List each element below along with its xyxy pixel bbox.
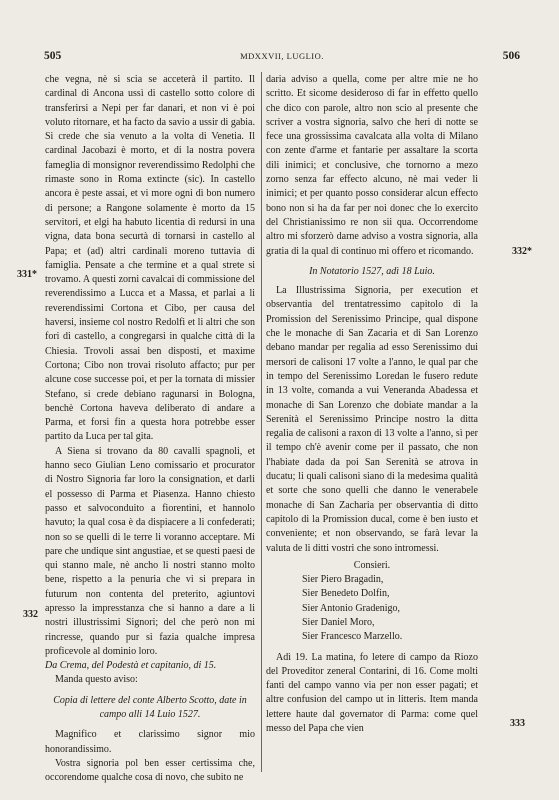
left-column [45, 73, 255, 786]
page-number-right: 506 [502, 50, 520, 62]
dispatch-heading-crema [45, 659, 255, 673]
dispatch-heading-text: Da Crema, del Podestà et capitanio, di 15. [45, 660, 217, 672]
left-paragraph-3: Magnifico et clarissimo signor mio honorandissimo. [45, 729, 255, 755]
margin-number-333: 333 [510, 718, 525, 729]
dispatch-intro: Manda questo aviso: [55, 674, 138, 686]
page-number-left: 505 [44, 50, 62, 62]
margin-number-331: 331* [17, 269, 37, 280]
margin-number-332-left: 332 [23, 609, 38, 620]
right-column [266, 73, 478, 736]
right-paragraph-3: Adì 19. La matina, fo letere di campo da Riozo del Proveditor zeneral Contarini, di 16. Come molti fanti del campo vanno via per non esser pagati; et altre confusion del campo ut in litteris. Item manda lettere haute dal governator di Parma: come quel messo del Papa che vien [266, 651, 478, 735]
letter-copy-title: Copia di lettere del conte Alberto Scotto, date in campo alli 14 Luio 1527. [53, 694, 247, 721]
council-member: Sier Daniel Moro, [302, 616, 375, 628]
council-member: Sier Piero Bragadin, [302, 574, 384, 586]
council-member: Sier Francesco Marzello. [302, 631, 403, 643]
left-paragraph-1: che vegna, nè si scia se acceterà il partito. Il cardinal di Ancona ussì di castello sotto colore di transferirsi a Nepi per far danari, et non vi è poi voluto ritornare, et ha facto da savio a ussir di gabia. Si crede che sia venuto a la volta di Venetia. Il cardinal Jacobazi è morto, et di la nostra povera fameglia di monsignor reverendissimo Redolphi che rimaste sono in Roma extincte (sic). In castello ancora è peste assai, et vi more ogni dì bon numero di persone; a Rangone solamente è morto da 15 servitori, et elgi ha habuto licentia di redursi in una vigna, data bona securtà di tornarsi in castello al Papa; et (ad) altri cardinali moreno tuttavia di famiglia. Pensate a che termine et a qual strete si trovamo. A questi zorni cavalcai di commissione del reverendissimo a Lucca et a Massa, et parlai a li reverendissimi Cortona et Cibo, per causa del haversi, insieme col nostro Redolfi et li altri che son fori di castello, a congregarsi in qualche città di la Chiesia. Trovoli assai ben disposti, et maxime Cortona; Cibo non trovai risoluto affacto; pur per alcune cose successe poi, et per la tornata di missier Stefano, si crede debiano ragunarsi in Bologna, benchè Cortona haveva deliberato di andare a Parma, et forsi fin a questa hora potrebbe esser partito da Luca per tal gita. [45, 74, 255, 443]
council-title: Consieri. [353, 559, 391, 571]
right-paragraph-1: daria adviso a quella, come per altre mie ne ho scritto. Et sicome desideroso di far in effetto quello che dico con parole, altro non scio al presente che scriver a vostra signoria, salvo che heri di notte se fece una grossissima cavalcata alla volta di Milano con zente d'arme et fantarie per assaltare la scorta dili inimici; et conclusive, che tornorno a mezo zorno senza far effecto alcuno, nè mai veder li inimici; et per quanto posso considerar alcun effecto bono non si ha da far per noi donec che lo exercito del Christianissimo re non sii qua. Occorrendome altro mi sforzerò darne adviso a vostra signoria, alla gratia di la qual di continuo mi offero et ricomando. [266, 74, 478, 257]
notatorio-heading: In Notatorio 1527, adì 18 Luio. [309, 265, 435, 277]
margin-number-332-right: 332* [512, 246, 532, 257]
left-paragraph-4: Vostra signoria pol ben esser certissima che, occorendome qualche cosa di novo, che subito ne [45, 757, 255, 784]
right-paragraph-2: La Illustrissima Signoria, per execution et observantia del trentatressimo capitolo di la Promission del Serenissimo Principe, qual dispone che le monache di San Zacaria et di San Lorenzo debano mandar per regalia ad esso Serenissimo dui mersori de calisoni 17 volte a l'anno, le qual par che in tempo del Serenissimo Loredan le fusero redute in 13 volte, comanda a vui Veneranda Abadessa et monache di San Lorenzo che dobiate mandar a la Serenità el Serenissimo Principe nostro la ditta regalia de calisoni a raxon di 13 volte a l'anno, sì per il tempo ch'è avenir come per il passato, che non l'habiate dada da poi San Serenità se atrova in ducatu; li quali calisoni siano di la medesima qualità et sorte che sono quelli che danno le venerabele monache di San Zacharia per observantia di ditto capitolo di la Promission ducal, come è ben iusto et conveniente; et non observando, se farà levar la valuta de li ditti vostri che sono intromessi. [266, 285, 478, 554]
council-member: Sier Antonio Gradenigo, [302, 602, 401, 614]
council-member: Sier Benedeto Dolfin, [302, 588, 390, 600]
page-header [44, 50, 520, 66]
running-title: MDXXVII, LUGLIO. [240, 51, 324, 61]
column-divider [261, 72, 262, 772]
council-list [266, 559, 478, 645]
left-paragraph-2: A Siena si trovano da 80 cavalli spagnoli, et hanno seco Giulian Leno comissario et procurator di Nostro Signoria far loro la consignation, et darli el possesso di Parma et Piasenza. Hanno chiesto passo et salvoconduito a fiorentini, et hannolo havuto; la qual cosa è da dispiacere a li confederati; non so se quelli di le terre li voranno acceptare. Mi pare che undique sint angustiae, et se questi paesi de qui stanno male, nè ancho li nostri stanno molto bene, rispetto a la penuria che vi si prepara in futurum non contenta del preterito, agiuntovi apresso la impresstanza che si hanno a dare a li nostri illustrissimi Signori; del che però non mi rincresse, quando pur si fazia qualche impresa proficevole al dominio loro. [45, 445, 255, 657]
